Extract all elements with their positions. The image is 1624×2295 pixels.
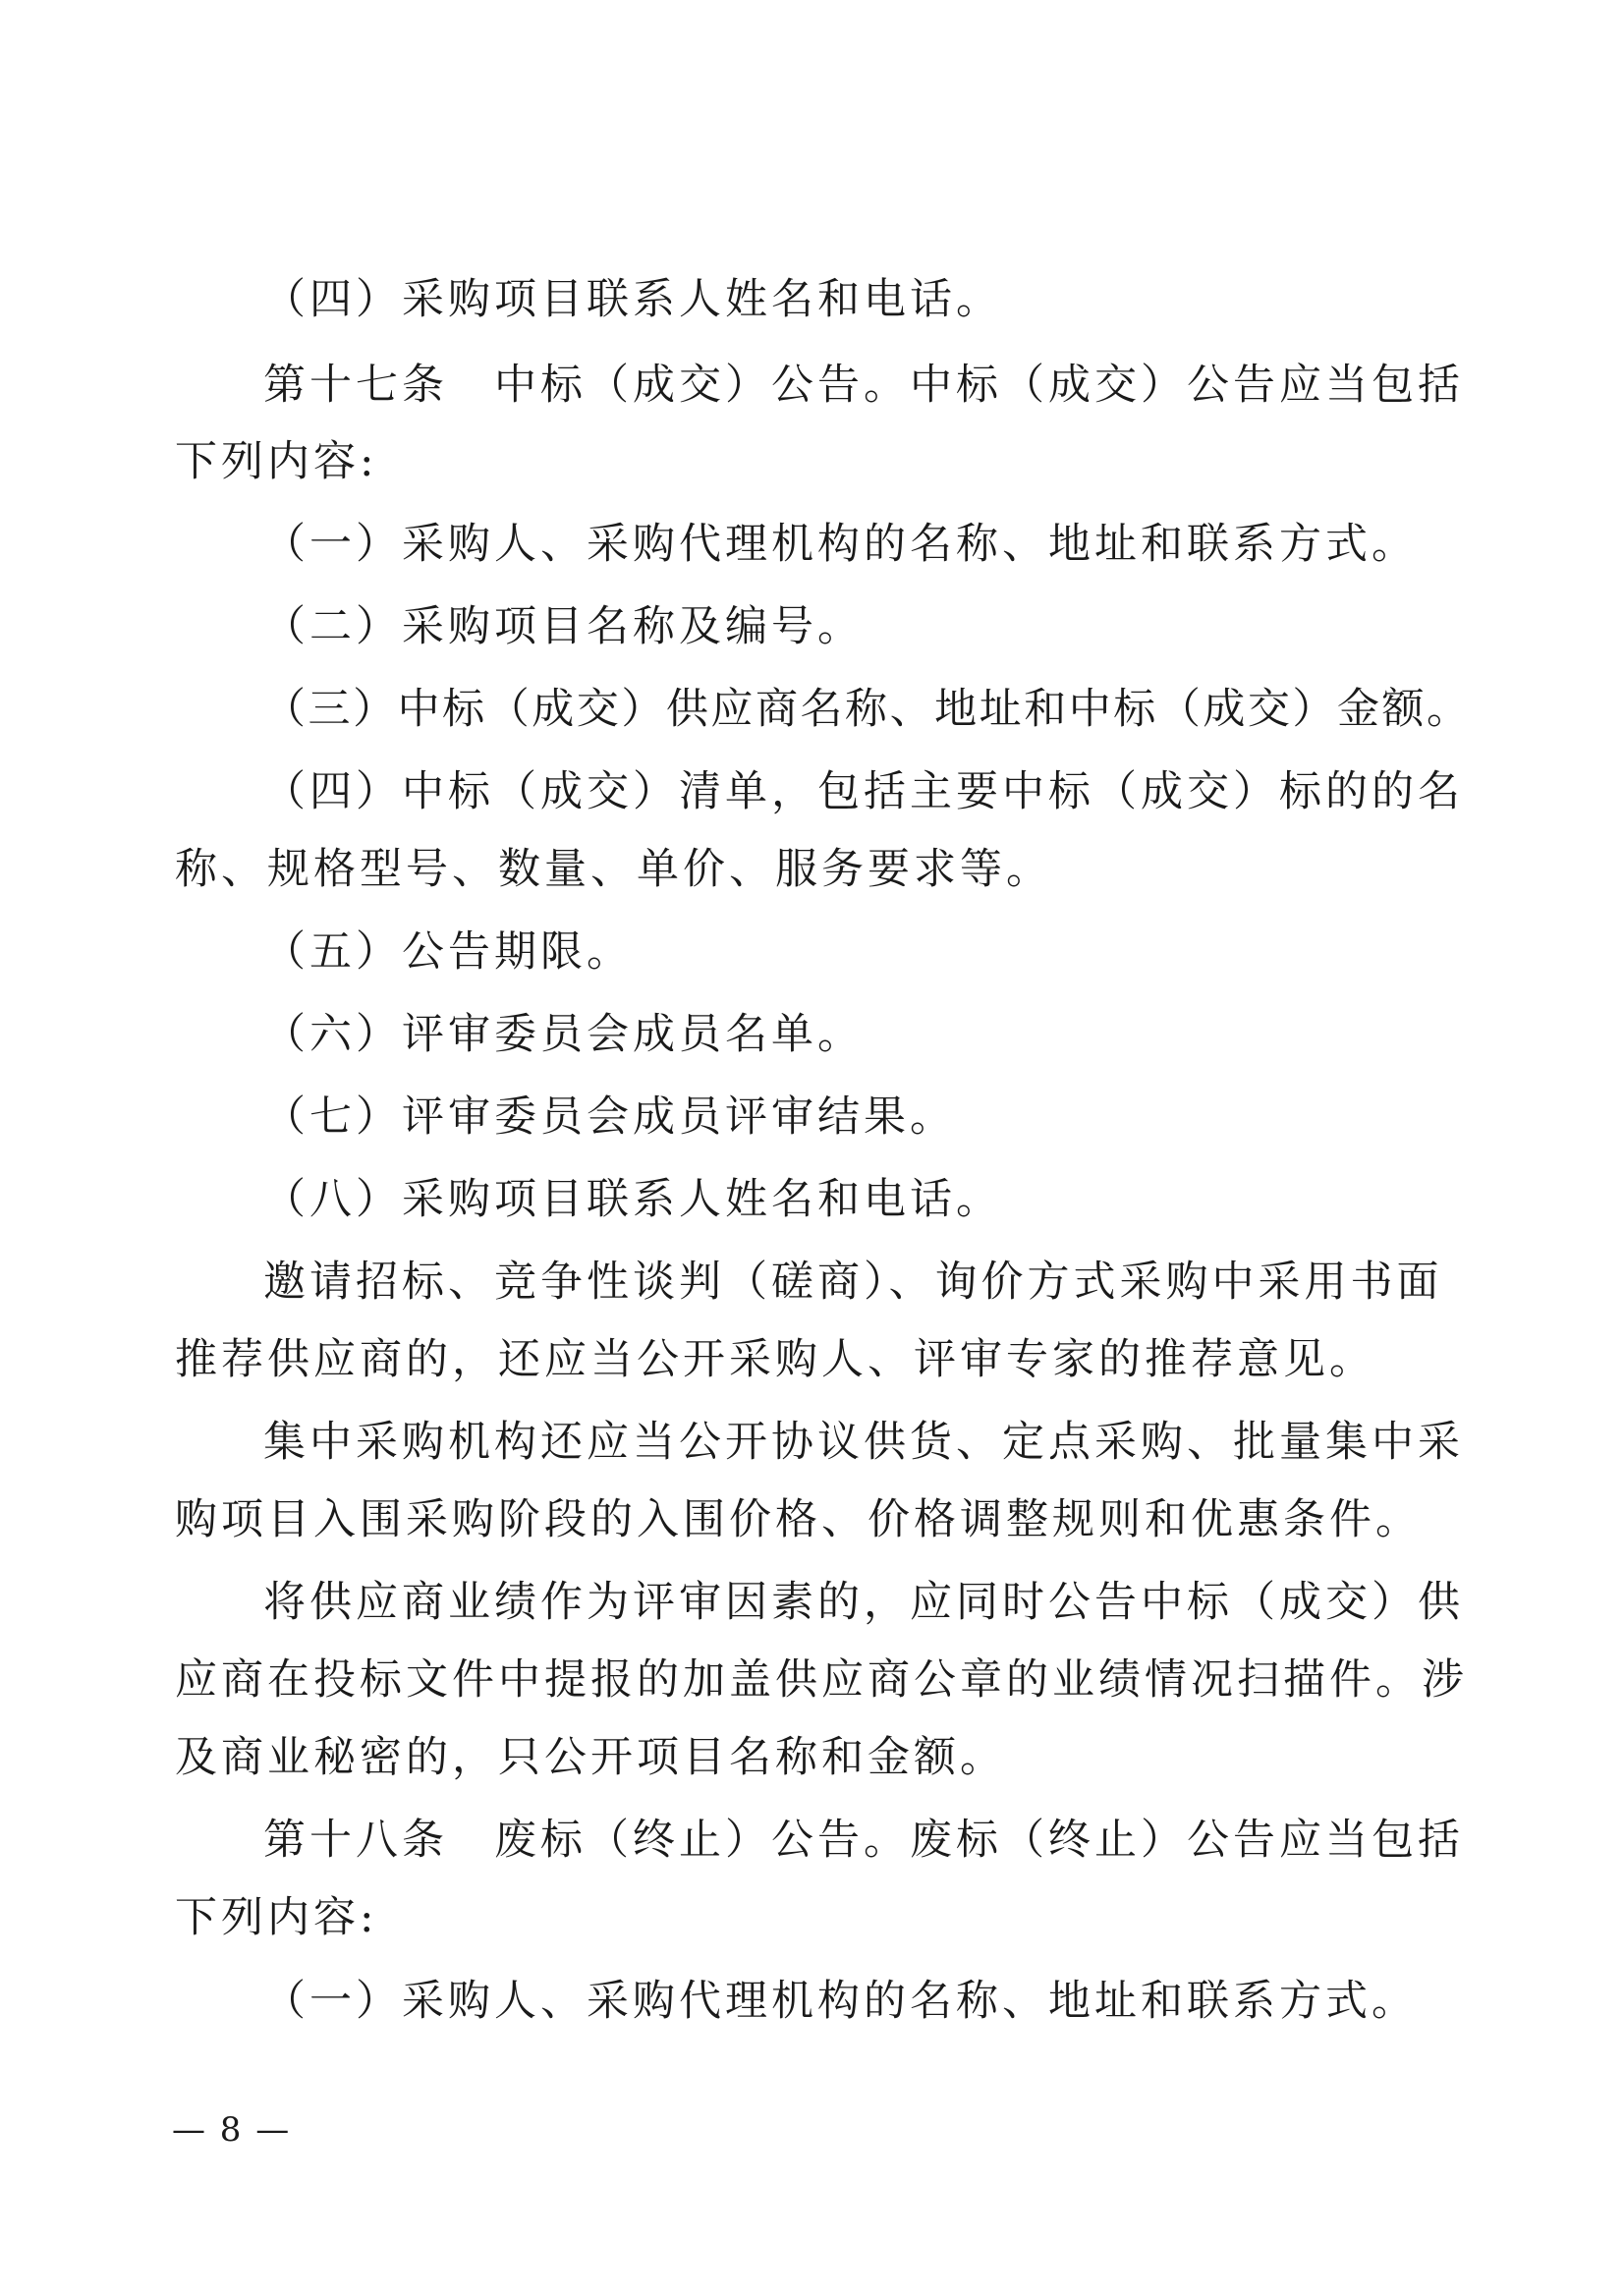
page-number: — 8 — bbox=[172, 2110, 292, 2150]
list-item: （二）采购项目名称及编号。 bbox=[263, 602, 864, 651]
list-item: （三）中标（成交）供应商名称、地址和中标（成交）金额。 bbox=[263, 685, 1472, 734]
list-item: （四）中标（成交）清单，包括主要中标（成交）标的的名 bbox=[263, 767, 1464, 816]
list-item: （七）评审委员会成员评审结果。 bbox=[263, 1092, 956, 1142]
paragraph-line: 推荐供应商的，还应当公开采购人、评审专家的推荐意见。 bbox=[175, 1335, 1375, 1384]
paragraph-line: 将供应商业绩作为评审因素的，应同时公告中标（成交）供 bbox=[263, 1578, 1464, 1627]
list-item: （一）采购人、采购代理机构的名称、地址和联系方式。 bbox=[263, 520, 1418, 569]
paragraph-line: 邀请招标、竞争性谈判（磋商）、询价方式采购中采用书面 bbox=[263, 1258, 1443, 1307]
article-heading-18: 第十八条 废标（终止）公告。废标（终止）公告应当包括 bbox=[263, 1816, 1464, 1865]
list-item: （六）评审委员会成员名单。 bbox=[263, 1010, 864, 1059]
text-line: 称、规格型号、数量、单价、服务要求等。 bbox=[175, 845, 1052, 894]
list-item: （一）采购人、采购代理机构的名称、地址和联系方式。 bbox=[263, 1977, 1418, 2026]
paragraph-line: 及商业秘密的，只公开项目名称和金额。 bbox=[175, 1733, 1006, 1782]
list-item: （五）公告期限。 bbox=[263, 927, 633, 977]
paragraph-line: 购项目入围采购阶段的入围价格、价格调整规则和优惠条件。 bbox=[175, 1495, 1422, 1544]
list-item: （八）采购项目联系人姓名和电话。 bbox=[263, 1175, 1002, 1224]
article-heading-17: 第十七条 中标（成交）公告。中标（成交）公告应当包括 bbox=[263, 361, 1464, 410]
paragraph-line: 应商在投标文件中提报的加盖供应商公章的业绩情况扫描件。涉 bbox=[175, 1655, 1468, 1705]
text-line: 下列内容: bbox=[175, 1893, 378, 1942]
paragraph-line: 集中采购机构还应当公开协议供货、定点采购、批量集中采 bbox=[263, 1418, 1464, 1467]
text-line: 下列内容: bbox=[175, 437, 378, 486]
text-line: （四）采购项目联系人姓名和电话。 bbox=[263, 275, 1002, 324]
